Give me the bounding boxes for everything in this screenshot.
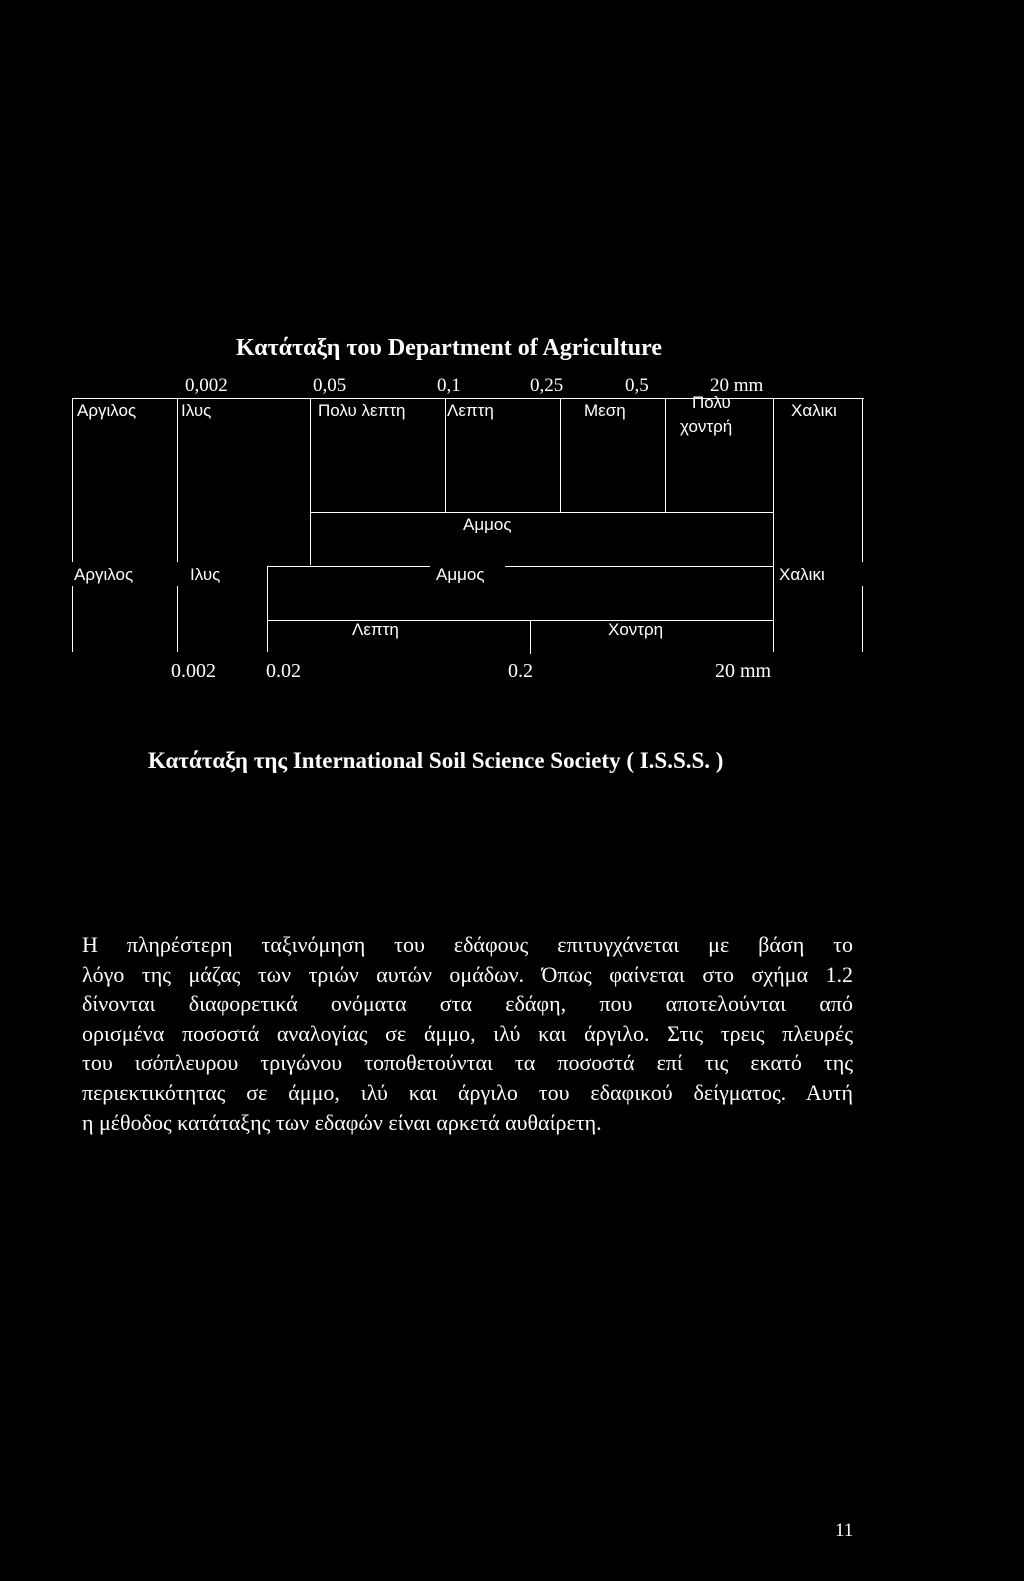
usda-divider <box>862 398 863 562</box>
usda-divider <box>310 398 311 565</box>
usda-limit: 0,1 <box>437 375 461 396</box>
usda-divider <box>72 398 73 562</box>
paragraph-line: η μέθοδος κατάταξης των εδαφών είναι αρκετά αυθαίρετη. <box>82 1109 602 1135</box>
isss-class-label: Ιλυς <box>190 565 221 584</box>
usda-class-label: Πολυ <box>692 393 731 412</box>
isss-divider <box>773 566 774 652</box>
isss-title: Κατάταξη της International Soil Science Society ( I.S.S.S. ) <box>148 748 724 773</box>
usda-divider <box>665 398 666 512</box>
isss-subclass-rule <box>268 620 773 621</box>
usda-sand-group-label: Αμμος <box>463 515 512 534</box>
isss-class-label: Αργιλος <box>74 565 134 584</box>
isss-subclass-label: Χοντρη <box>608 620 664 639</box>
paragraph-line: δίνονται διαφορετικά ονόματα στα εδάφη, που αποτελούνται από <box>82 991 853 1017</box>
paragraph-line: λόγο της μάζας των τριών αυτών ομάδων. Όπως φαίνεται στο σχήμα 1.2 <box>82 961 853 987</box>
usda-limit: 0,25 <box>530 375 564 396</box>
isss-class-label: Χαλικι <box>779 565 825 584</box>
usda-limit: 20 mm <box>710 375 764 396</box>
body-paragraph <box>82 930 853 1137</box>
isss-sand-rule <box>505 566 773 567</box>
page-number: 11 <box>835 1520 854 1541</box>
isss-subclass-label: Λεπτη <box>352 620 399 639</box>
usda-class-label: Ιλυς <box>181 401 212 420</box>
usda-limit: 0,5 <box>625 375 649 396</box>
usda-limit: 0,002 <box>185 375 228 396</box>
isss-limit: 0.02 <box>266 660 301 682</box>
isss-limit: 0.002 <box>171 660 216 682</box>
usda-class-label: Πολυ λεπτη <box>318 401 406 420</box>
usda-top-rule <box>72 398 864 399</box>
isss-sand-rule <box>268 566 430 567</box>
isss-divider <box>72 586 73 652</box>
usda-divider <box>773 398 774 566</box>
paragraph-line: περιεκτικότητας σε άμμο, ιλύ και άργιλο του εδαφικού δείγματος. Αυτή <box>82 1079 853 1105</box>
usda-limit: 0,05 <box>313 375 347 396</box>
paragraph-line: ορισμένα ποσοστά αναλογίας σε άμμο, ιλύ και άργιλο. Στις τρεις πλευρές <box>82 1020 853 1046</box>
usda-class-label: χοντρή <box>680 417 733 436</box>
usda-divider <box>177 398 178 562</box>
usda-class-label: Μεση <box>584 401 626 420</box>
usda-title: Κατάταξη του Department of Agriculture <box>236 335 662 361</box>
isss-limit: 20 mm <box>715 660 772 682</box>
usda-divider <box>445 398 446 512</box>
usda-class-label: Λεπτη <box>447 401 494 420</box>
isss-divider <box>862 586 863 652</box>
usda-class-label: Χαλικι <box>791 401 837 420</box>
paragraph-line: του ισόπλευρου τριγώνου τοποθετούνται τα ποσοστά επί τις εκατό της <box>82 1050 853 1076</box>
isss-divider <box>530 620 531 654</box>
usda-class-label: Αργιλος <box>77 401 137 420</box>
paragraph-line: Η πληρέστερη ταξινόμηση του εδάφους επιτυγχάνεται με βάση το <box>82 932 853 957</box>
usda-sand-bracket <box>310 512 773 513</box>
isss-limit: 0.2 <box>508 660 533 682</box>
usda-divider <box>560 398 561 512</box>
isss-class-label: Αμμος <box>436 565 485 584</box>
usda-class-label-clipped <box>690 393 750 412</box>
isss-divider <box>267 566 268 652</box>
isss-divider <box>177 586 178 652</box>
